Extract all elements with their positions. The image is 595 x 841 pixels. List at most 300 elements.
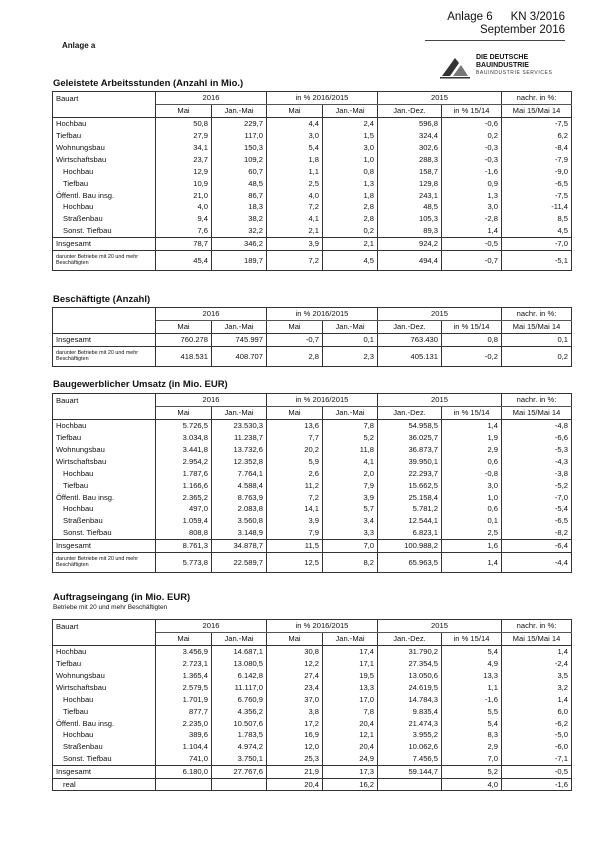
table-cell: 5,4 [442, 717, 502, 729]
table-cell: 27.354,5 [378, 658, 442, 670]
row-label: Insgesamt [53, 237, 156, 250]
table-cell: 808,8 [156, 527, 212, 539]
table-cell: 3.034,8 [156, 432, 212, 444]
table-cell: 25.158,4 [378, 491, 442, 503]
table-cell: -7,0 [502, 491, 572, 503]
table-row [53, 479, 572, 491]
table-cell: -7,0 [502, 237, 572, 250]
row-label: Sonst. Tiefbau [53, 225, 156, 237]
table-cell: 0,8 [323, 165, 378, 177]
table-cell: 14.784,3 [378, 693, 442, 705]
table-cell: 15.662,5 [378, 479, 442, 491]
logo-mark-icon [438, 54, 472, 80]
col-pct1514: in % 15/14 [442, 406, 502, 419]
table-cell: 117,0 [212, 130, 267, 142]
table-row [53, 346, 572, 366]
table-cell: -4,4 [502, 552, 572, 572]
table-cell: 1,8 [267, 153, 323, 165]
section-title-beschaeftigte: Beschäftigte (Anzahl) [53, 294, 151, 305]
table-cell: 7,2 [267, 491, 323, 503]
table-cell: 1.787,6 [156, 467, 212, 479]
table-cell: 2.723,1 [156, 658, 212, 670]
col-jan-dez: Jan.-Dez. [378, 104, 442, 117]
row-label: Straßenbau [53, 741, 156, 753]
table-row [53, 645, 572, 657]
table-cell: 5,5 [442, 705, 502, 717]
col-pct: in % 2016/2015 [267, 394, 378, 407]
col-jan-dez: Jan.-Dez. [378, 320, 442, 333]
table-cell: 100.988,2 [378, 539, 442, 552]
table-cell: 24.619,5 [378, 681, 442, 693]
table-cell: -7,5 [502, 117, 572, 129]
table-cell: 21,9 [267, 765, 323, 778]
row-label: Wirtschaftsbau [53, 455, 156, 467]
table-cell: 10,9 [156, 177, 212, 189]
row-label: Straßenbau [53, 515, 156, 527]
table-cell: 21.474,3 [378, 717, 442, 729]
col-jan-dez: Jan.-Dez. [378, 406, 442, 419]
table-cell: 17,1 [323, 658, 378, 670]
table-cell: 4,9 [442, 658, 502, 670]
table-cell: 20,4 [267, 778, 323, 791]
table-row [53, 455, 572, 467]
row-label: Hochbau [53, 165, 156, 177]
table-cell: -0,2 [442, 346, 502, 366]
col-mai-mai: Mai 15/Mai 14 [502, 632, 572, 645]
table-cell: 18,3 [212, 201, 267, 213]
table-cell: 2.235,0 [156, 717, 212, 729]
table-cell: 3,3 [323, 527, 378, 539]
row-label: Hochbau [53, 503, 156, 515]
col-nachr: nachr. in %: [502, 92, 572, 105]
table-cell: 20,2 [267, 444, 323, 456]
col-pct1514: in % 15/14 [442, 632, 502, 645]
table-cell: 302,6 [378, 142, 442, 154]
table-cell: 4,0 [156, 201, 212, 213]
table-cell: -8,2 [502, 527, 572, 539]
table-cell: 23,7 [156, 153, 212, 165]
table-cell: 34,1 [156, 142, 212, 154]
row-label: Sonst. Tiefbau [53, 753, 156, 765]
table-cell: 129,8 [378, 177, 442, 189]
anlage-label: Anlage 6 [447, 11, 493, 23]
col-mai: Mai [267, 632, 323, 645]
table-cell: 1,9 [442, 432, 502, 444]
row-label: Hochbau [53, 467, 156, 479]
table-cell: -8,4 [502, 142, 572, 154]
table-cell: 11,2 [267, 479, 323, 491]
table-cell: 0,6 [442, 455, 502, 467]
row-label: darunter Betriebe mit 20 und mehr Beschäftigten [53, 346, 156, 366]
table-cell: 877,7 [156, 705, 212, 717]
table-cell: 14.687,1 [212, 645, 267, 657]
table-cell: 6,0 [502, 705, 572, 717]
table-cell: 50,8 [156, 117, 212, 129]
table-cell: -4,8 [502, 419, 572, 431]
table-cell: 12,0 [267, 741, 323, 753]
table-cell: 0,2 [323, 225, 378, 237]
table-cell: 17,4 [323, 645, 378, 657]
table-cell: -0,3 [442, 153, 502, 165]
table-beschaeftigte [52, 307, 572, 367]
table-cell: -4,3 [502, 455, 572, 467]
header-divider [425, 40, 565, 41]
table-cell: 10.507,6 [212, 717, 267, 729]
table-cell: 21,0 [156, 189, 212, 201]
table-cell: 4,5 [502, 225, 572, 237]
kn-label: KN 3/2016 [510, 11, 565, 23]
col-jan-mai: Jan.-Mai [323, 104, 378, 117]
table-cell: 7.764,1 [212, 467, 267, 479]
table-cell: 5,2 [323, 432, 378, 444]
table-cell: 3,4 [323, 515, 378, 527]
table-cell: 2,5 [442, 527, 502, 539]
table-cell: 745.997 [212, 333, 267, 346]
col-2016: 2016 [156, 92, 267, 105]
table-cell: 1,1 [267, 165, 323, 177]
table-cell: 30,8 [267, 645, 323, 657]
table-cell: 105,3 [378, 213, 442, 225]
table-header-row [53, 308, 572, 321]
table-row [53, 741, 572, 753]
table-cell: 4,1 [323, 455, 378, 467]
row-label: Hochbau [53, 419, 156, 431]
table-cell: 27,4 [267, 670, 323, 682]
table-subheader-row [53, 632, 572, 645]
col-jan-mai: Jan.-Mai [212, 104, 267, 117]
table-cell: 1,6 [442, 539, 502, 552]
table-cell: 3,2 [502, 681, 572, 693]
table-row [53, 527, 572, 539]
table-auftragseingang [52, 619, 572, 791]
table-cell: 5,4 [442, 645, 502, 657]
table-cell: 150,3 [212, 142, 267, 154]
table-row [53, 225, 572, 237]
table-cell: 4,1 [267, 213, 323, 225]
table-cell: 3,9 [267, 515, 323, 527]
table-cell: 4.974,2 [212, 741, 267, 753]
table-cell: 38,2 [212, 213, 267, 225]
table-row [53, 189, 572, 201]
table-cell: 3,0 [442, 201, 502, 213]
table-arbeitsstunden [52, 91, 572, 271]
table-cell: 229,7 [212, 117, 267, 129]
table-cell: 2.579,5 [156, 681, 212, 693]
table-cell: 418.531 [156, 346, 212, 366]
table-cell: 0,1 [323, 333, 378, 346]
table-cell: 11,8 [323, 444, 378, 456]
row-label: Hochbau [53, 645, 156, 657]
col-mai: Mai [267, 104, 323, 117]
table-cell: -2,4 [502, 658, 572, 670]
table-cell: 0,8 [442, 333, 502, 346]
table-cell: 7,7 [267, 432, 323, 444]
row-label: Wohnungsbau [53, 670, 156, 682]
table-cell: 4,5 [323, 250, 378, 270]
table-cell: 189,7 [212, 250, 267, 270]
col-mai-mai: Mai 15/Mai 14 [502, 104, 572, 117]
table-row [53, 705, 572, 717]
table-header-row [53, 394, 572, 407]
table-cell: 1.166,6 [156, 479, 212, 491]
table-cell: 22.589,7 [212, 552, 267, 572]
table-cell: 12,1 [323, 729, 378, 741]
table-cell: 13,6 [267, 419, 323, 431]
col-jan-dez: Jan.-Dez. [378, 632, 442, 645]
table-cell: 9,4 [156, 213, 212, 225]
table-cell: 8,2 [323, 552, 378, 572]
table-row [53, 491, 572, 503]
table-cell: 86,7 [212, 189, 267, 201]
col-jan-mai: Jan.-Mai [212, 320, 267, 333]
row-label: Hochbau [53, 729, 156, 741]
table-cell: 0,6 [442, 503, 502, 515]
table-cell: 34.878,7 [212, 539, 267, 552]
table-cell: 1,3 [442, 189, 502, 201]
table-cell: 6.142,8 [212, 670, 267, 682]
col-pct1514: in % 15/14 [442, 104, 502, 117]
table-cell: 2.365,2 [156, 491, 212, 503]
table-row [53, 658, 572, 670]
table-cell: -9,0 [502, 165, 572, 177]
table-cell: 17,3 [323, 765, 378, 778]
col-bauart: Bauart [53, 394, 156, 407]
table-row [53, 539, 572, 552]
table-cell: 54.958,5 [378, 419, 442, 431]
table-cell: 2,1 [323, 237, 378, 250]
table-cell: 1,0 [323, 153, 378, 165]
table-cell: 741,0 [156, 753, 212, 765]
table-cell: 158,7 [378, 165, 442, 177]
table-cell: 11.117,0 [212, 681, 267, 693]
table-cell: 12,2 [267, 658, 323, 670]
table-cell: 4.356,2 [212, 705, 267, 717]
table-cell: 8.761,3 [156, 539, 212, 552]
table-cell: 7,0 [323, 539, 378, 552]
row-label: Öffentl. Bau insg. [53, 189, 156, 201]
table-cell: 8,5 [502, 213, 572, 225]
section-title-auftragseingang: Auftragseingang (in Mio. EUR) [53, 592, 191, 603]
table-cell: 7,8 [323, 705, 378, 717]
table-cell: 494,4 [378, 250, 442, 270]
logo-line2: BAUINDUSTRIE [476, 62, 529, 69]
table-cell: 408.707 [212, 346, 267, 366]
table-cell: 7,2 [267, 201, 323, 213]
table-cell: 5.773,8 [156, 552, 212, 572]
table-cell: 3,0 [442, 479, 502, 491]
table-cell: 0,1 [502, 333, 572, 346]
table-cell: 1,0 [442, 491, 502, 503]
table-cell: -5,4 [502, 503, 572, 515]
table-cell: -1,6 [442, 693, 502, 705]
table-cell: 4.588,4 [212, 479, 267, 491]
table-cell: 3.456,9 [156, 645, 212, 657]
table-cell: 0,1 [442, 515, 502, 527]
col-mai-mai: Mai 15/Mai 14 [502, 320, 572, 333]
row-label: Tiefbau [53, 432, 156, 444]
table-cell: -5,0 [502, 729, 572, 741]
table-cell: -7,9 [502, 153, 572, 165]
col-2015: 2015 [378, 620, 502, 633]
table-cell: 2,8 [323, 213, 378, 225]
table-cell: 2,4 [323, 117, 378, 129]
table-row [53, 693, 572, 705]
table-cell: -6,6 [502, 432, 572, 444]
table-row [53, 213, 572, 225]
table-cell: 13,3 [323, 681, 378, 693]
section-subtitle-auftragseingang: Betriebe mit 20 und mehr Beschäftigten [53, 604, 168, 611]
row-label: Wirtschaftsbau [53, 153, 156, 165]
table-cell: 1,1 [442, 681, 502, 693]
table-row [53, 165, 572, 177]
section-title-umsatz: Baugewerblicher Umsatz (in Mio. EUR) [53, 379, 228, 390]
col-2015: 2015 [378, 394, 502, 407]
table-row [53, 515, 572, 527]
table-cell: -6,2 [502, 717, 572, 729]
table-cell: -3,8 [502, 467, 572, 479]
table-row [53, 552, 572, 572]
table-cell: 3,0 [267, 130, 323, 142]
table-cell: 2,9 [442, 444, 502, 456]
col-jan-mai: Jan.-Mai [323, 406, 378, 419]
table-cell: 0,2 [442, 130, 502, 142]
table-row [53, 333, 572, 346]
table-cell [212, 778, 267, 791]
row-label: Hochbau [53, 201, 156, 213]
table-cell: -0,7 [267, 333, 323, 346]
section-title-arbeitsstunden: Geleistete Arbeitsstunden (Anzahl in Mio.) [53, 78, 244, 89]
table-cell: -0,7 [442, 250, 502, 270]
table-cell: 25,3 [267, 753, 323, 765]
table-row [53, 670, 572, 682]
col-jan-mai: Jan.-Mai [323, 320, 378, 333]
table-cell: 1,3 [323, 177, 378, 189]
anlage-a-label: Anlage a [62, 41, 96, 50]
table-row [53, 681, 572, 693]
row-label: real [53, 778, 156, 791]
table-cell: 3.560,8 [212, 515, 267, 527]
table-cell: 3,9 [267, 237, 323, 250]
table-cell: 48,5 [378, 201, 442, 213]
table-cell: 59.144,7 [378, 765, 442, 778]
table-cell: 1.059,4 [156, 515, 212, 527]
row-label: Tiefbau [53, 479, 156, 491]
table-cell: 12,9 [156, 165, 212, 177]
table-cell: 8.763,9 [212, 491, 267, 503]
table-cell: 16,9 [267, 729, 323, 741]
table-cell: 0,2 [502, 346, 572, 366]
table-cell: -2,8 [442, 213, 502, 225]
row-label: Insgesamt [53, 765, 156, 778]
table-row [53, 142, 572, 154]
table-header-row [53, 92, 572, 105]
table-cell: 13,3 [442, 670, 502, 682]
table-cell: 17,2 [267, 717, 323, 729]
table-cell: 2.954,2 [156, 455, 212, 467]
table-cell: 45,4 [156, 250, 212, 270]
table-row [53, 503, 572, 515]
table-cell: -0,8 [442, 467, 502, 479]
col-bauart: Bauart [53, 620, 156, 633]
row-label: darunter Betriebe mit 20 und mehr Beschäftigten [53, 250, 156, 270]
table-cell: 3.148,9 [212, 527, 267, 539]
col-nachr: nachr. in %: [502, 620, 572, 633]
table-cell: 2,0 [323, 467, 378, 479]
row-label: Wirtschaftsbau [53, 681, 156, 693]
bauindustrie-logo [436, 52, 571, 82]
table-cell: 36.873,7 [378, 444, 442, 456]
table-cell: 89,3 [378, 225, 442, 237]
table-row [53, 717, 572, 729]
table-cell: 1,8 [323, 189, 378, 201]
col-2016: 2016 [156, 308, 267, 321]
table-cell: -7,5 [502, 189, 572, 201]
table-cell: 23.530,3 [212, 419, 267, 431]
table-row [53, 130, 572, 142]
table-row [53, 153, 572, 165]
table-cell: 16,2 [323, 778, 378, 791]
table-cell: -5,2 [502, 479, 572, 491]
table-cell: 12.352,8 [212, 455, 267, 467]
col-nachr: nachr. in %: [502, 308, 572, 321]
table-cell: 7.456,5 [378, 753, 442, 765]
table-cell: 243,1 [378, 189, 442, 201]
table-cell: -6,5 [502, 515, 572, 527]
table-cell: 1.783,5 [212, 729, 267, 741]
table-cell: 1,4 [442, 225, 502, 237]
table-cell: 3,5 [502, 670, 572, 682]
table-row [53, 753, 572, 765]
table-cell: 1,4 [442, 419, 502, 431]
row-label: Tiefbau [53, 130, 156, 142]
table-cell: 23,4 [267, 681, 323, 693]
table-row [53, 201, 572, 213]
table-cell: 5,7 [323, 503, 378, 515]
table-cell: 7,8 [323, 419, 378, 431]
table-cell: 7,2 [267, 250, 323, 270]
table-cell: 20,4 [323, 741, 378, 753]
table-row [53, 765, 572, 778]
row-label: Hochbau [53, 693, 156, 705]
table-cell: -7,1 [502, 753, 572, 765]
table-cell: -0,5 [442, 237, 502, 250]
table-cell: 924,2 [378, 237, 442, 250]
table-cell: 14,1 [267, 503, 323, 515]
table-cell: 3,0 [323, 142, 378, 154]
table-row [53, 467, 572, 479]
table-cell: 22.293,7 [378, 467, 442, 479]
col-2016: 2016 [156, 620, 267, 633]
table-cell: 4,0 [267, 189, 323, 201]
col-mai: Mai [156, 320, 212, 333]
table-subheader-row [53, 104, 572, 117]
table-cell: 13.050,6 [378, 670, 442, 682]
table-cell: 3,9 [323, 491, 378, 503]
table-cell: 31.790,2 [378, 645, 442, 657]
table-cell: 1.701,9 [156, 693, 212, 705]
row-label: Öffentl. Bau insg. [53, 491, 156, 503]
table-cell: 6,2 [502, 130, 572, 142]
table-cell: 5,4 [267, 142, 323, 154]
table-cell: 288,3 [378, 153, 442, 165]
table-cell: 2,8 [323, 201, 378, 213]
table-cell: 324,4 [378, 130, 442, 142]
col-pct: in % 2016/2015 [267, 308, 378, 321]
table-row [53, 419, 572, 431]
table-row [53, 250, 572, 270]
table-cell: 109,2 [212, 153, 267, 165]
col-2016: 2016 [156, 394, 267, 407]
